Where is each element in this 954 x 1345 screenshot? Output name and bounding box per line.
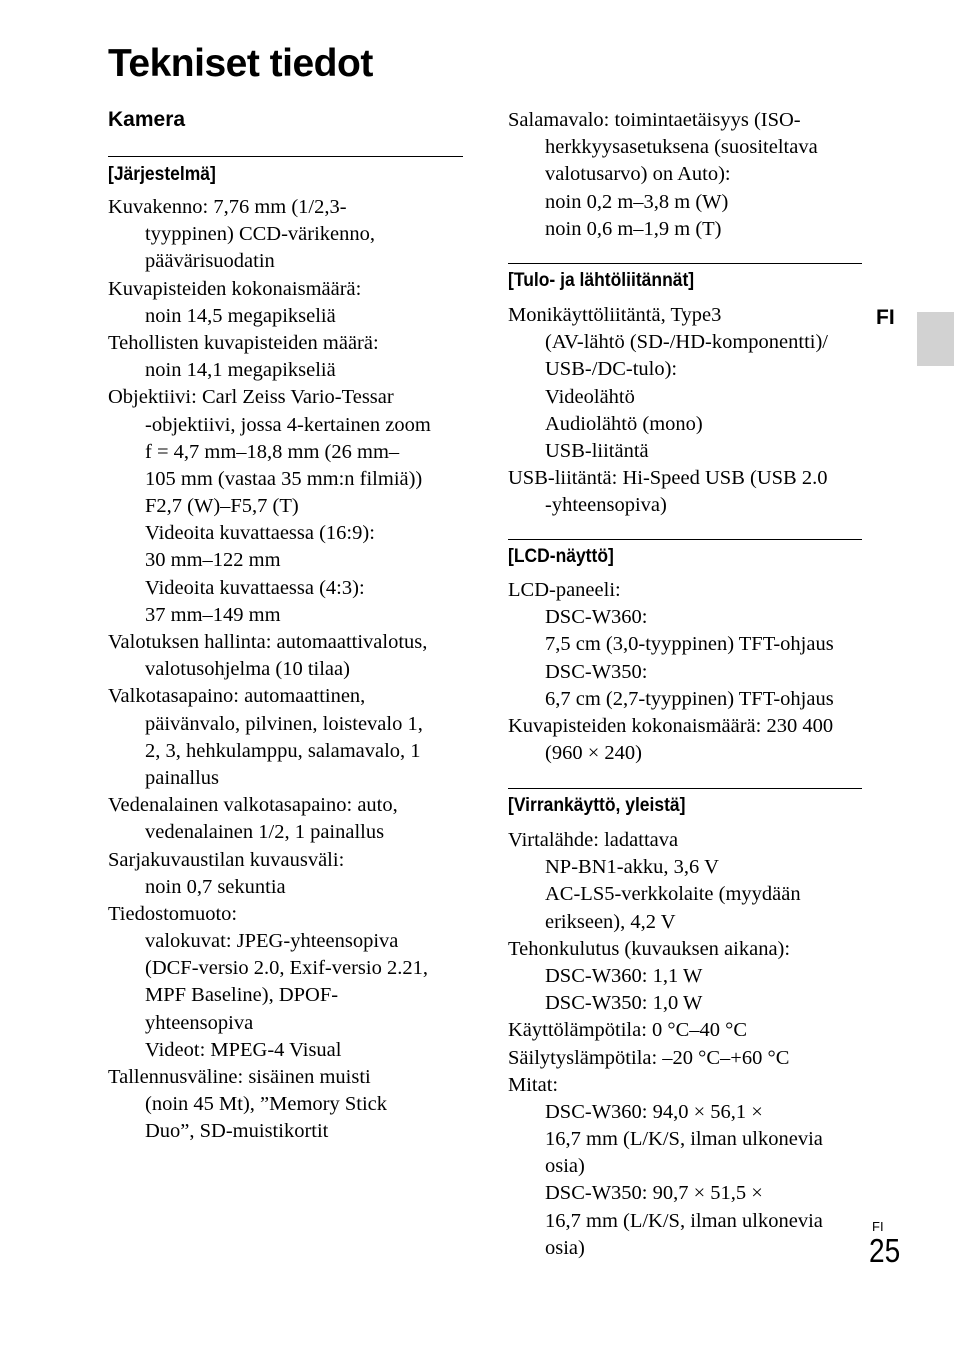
spec-line: noin 0,6 m–1,9 m (T) (545, 217, 722, 240)
spec-line: Sarjakuvaustilan kuvausväli: (108, 848, 345, 871)
divider-lcd (508, 539, 862, 540)
spec-line: USB-liitäntä: Hi-Speed USB (USB 2.0 (508, 467, 828, 490)
spec-line: f = 4,7 mm–18,8 mm (26 mm– (145, 440, 400, 463)
spec-line: 16,7 mm (L/K/S, ilman ulkonevia (545, 1209, 823, 1232)
spec-line: 37 mm–149 mm (145, 603, 281, 626)
spec-line: tyyppinen) CCD-värikenno, (145, 223, 376, 246)
subheading-power: [Virrankäyttö, yleistä] (508, 795, 686, 816)
subheading-lcd: [LCD-näyttö] (508, 546, 614, 567)
spec-line: herkkyysasetuksena (suositeltava (545, 136, 818, 159)
spec-line: noin 14,1 megapikseliä (145, 359, 336, 382)
page-number: 25 (869, 1232, 901, 1269)
spec-line: Audiolähtö (mono) (545, 412, 703, 435)
spec-line: päivänvalo, pilvinen, loistevalo 1, (145, 712, 423, 735)
spec-line: valokuvat: JPEG-yhteensopiva (145, 930, 399, 953)
lcd-spec-list (508, 577, 834, 767)
flash-spec-list (508, 107, 818, 243)
system-spec-list (108, 194, 431, 1146)
spec-line: Kuvapisteiden kokonaismäärä: 230 400 (508, 714, 834, 737)
divider-power (508, 788, 862, 789)
spec-line: Valotuksen hallinta: automaattivalotus, (108, 631, 428, 653)
divider-io (508, 263, 862, 264)
language-tab-marker (917, 312, 954, 366)
spec-line: noin 0,2 m–3,8 m (W) (545, 190, 729, 213)
spec-line: DSC-W360: 1,1 W (545, 964, 703, 987)
spec-line: Tallennusväline: sisäinen muisti (108, 1066, 371, 1088)
subheading-io: [Tulo- ja lähtöliitännät] (508, 270, 695, 291)
spec-line: Videoita kuvattaessa (16:9): (145, 522, 375, 545)
spec-line: DSC-W350: (545, 660, 648, 683)
spec-line: -yhteensopiva) (545, 494, 667, 517)
spec-line: -objektiivi, jossa 4-kertainen zoom (145, 413, 431, 436)
spec-line: 2, 3, hehkulamppu, salamavalo, 1 (145, 739, 421, 762)
spec-line: Videoita kuvattaessa (4:3): (145, 576, 365, 599)
footer-language: FI (872, 1219, 884, 1234)
spec-line: Tehollisten kuvapisteiden määrä: (108, 331, 379, 354)
spec-line: 7,5 cm (3,0-tyyppinen) TFT-ohjaus (545, 633, 834, 656)
io-spec-list (508, 302, 828, 520)
spec-line: valotusohjelma (10 tilaa) (145, 658, 350, 681)
power-spec-list (508, 827, 823, 1262)
language-tab-label: FI (876, 306, 895, 329)
spec-line: Videolähtö (545, 385, 635, 408)
spec-line: NP-BN1-akku, 3,6 V (545, 856, 719, 879)
spec-line: vedenalainen 1/2, 1 painallus (145, 821, 385, 844)
spec-line: Videot: MPEG-4 Visual (145, 1038, 342, 1061)
spec-line: (noin 45 Mt), ”Memory Stick (145, 1093, 387, 1116)
spec-line: Kuvapisteiden kokonaismäärä: (108, 277, 362, 300)
spec-line: Monikäyttöliitäntä, Type3 (508, 304, 722, 326)
spec-line: 30 mm–122 mm (145, 549, 281, 572)
spec-line: Vedenalainen valkotasapaino: auto, (108, 794, 398, 817)
spec-line: Objektiivi: Carl Zeiss Vario-Tessar (108, 386, 394, 409)
spec-line: USB-liitäntä (545, 439, 649, 462)
spec-line: Mitat: (508, 1073, 559, 1096)
subheading-system: [Järjestelmä] (108, 164, 216, 185)
spec-line: valotusarvo) on Auto): (545, 163, 731, 186)
spec-line: osia) (545, 1155, 585, 1178)
spec-line: AC-LS5-verkkolaite (myydään (545, 883, 801, 906)
spec-line: Salamavalo: toimintaetäisyys (ISO- (508, 109, 801, 131)
spec-line: 6,7 cm (2,7-tyyppinen) TFT-ohjaus (545, 687, 834, 710)
spec-line: Säilytyslämpötila: –20 °C–+60 °C (508, 1046, 790, 1069)
spec-line: Kuvakenno: 7,76 mm (1/2,3- (108, 196, 347, 218)
spec-line: osia) (545, 1236, 585, 1259)
spec-line: yhteensopiva (145, 1011, 254, 1034)
spec-line: Käyttölämpötila: 0 °C–40 °C (508, 1019, 748, 1042)
spec-line: Tiedostomuoto: (108, 902, 238, 925)
spec-line: DSC-W350: 90,7 × 51,5 × (545, 1182, 763, 1205)
spec-line: erikseen), 4,2 V (545, 910, 676, 933)
page-title: Tekniset tiedot (108, 42, 373, 85)
spec-line: F2,7 (W)–F5,7 (T) (145, 495, 299, 518)
divider-system (108, 156, 463, 157)
spec-line: 16,7 mm (L/K/S, ilman ulkonevia (545, 1128, 823, 1151)
spec-line: USB-/DC-tulo): (545, 358, 678, 381)
spec-line: (960 × 240) (545, 742, 642, 765)
spec-line: MPF Baseline), DPOF- (145, 984, 339, 1007)
spec-line: Valkotasapaino: automaattinen, (108, 685, 366, 708)
spec-line: Tehonkulutus (kuvauksen aikana): (508, 937, 791, 960)
spec-line: DSC-W350: 1,0 W (545, 992, 703, 1015)
spec-line: DSC-W360: (545, 606, 648, 629)
section-heading-camera: Kamera (108, 108, 186, 131)
spec-line: DSC-W360: 94,0 × 56,1 × (545, 1100, 763, 1123)
spec-line: Virtalähde: ladattava (508, 829, 679, 851)
spec-line: Duo”, SD-muistikortit (145, 1120, 329, 1143)
spec-line: noin 0,7 sekuntia (145, 875, 286, 898)
spec-line: 105 mm (vastaa 35 mm:n filmiä)) (145, 467, 423, 490)
spec-line: noin 14,5 megapikseliä (145, 304, 336, 327)
spec-line: LCD-paneeli: (508, 579, 621, 601)
spec-line: (AV-lähtö (SD-/HD-komponentti)/ (545, 331, 828, 354)
spec-line: painallus (145, 766, 220, 789)
spec-line: päävärisuodatin (145, 250, 275, 273)
spec-line: (DCF-versio 2.0, Exif-versio 2.21, (145, 957, 428, 980)
